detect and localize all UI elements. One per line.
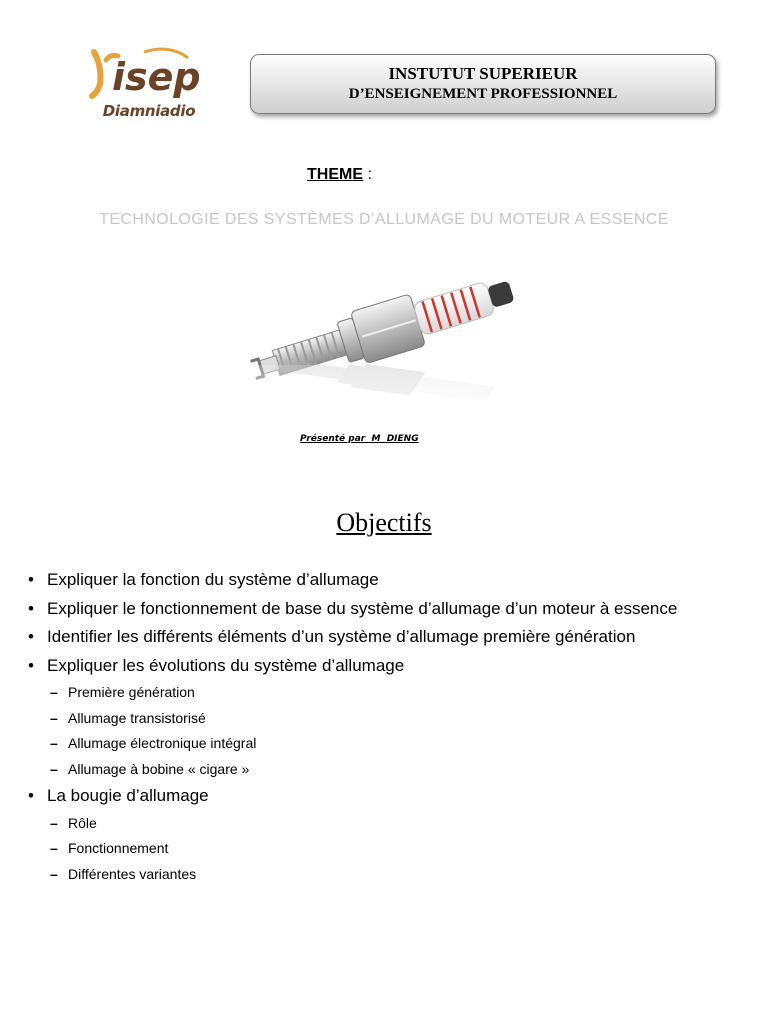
logo-subtitle: Diamniadio: [102, 102, 196, 120]
objective-subitem: – Différentes variantes: [28, 862, 763, 888]
institution-line-1: INSTUTUT SUPERIEUR: [388, 64, 578, 83]
institution-banner: [250, 54, 716, 114]
objective-subitem: – Rôle: [28, 811, 763, 837]
objective-item: • Expliquer le fonctionnement de base du système d’allumage d’un moteur à essence: [28, 595, 763, 624]
theme-title: TECHNOLOGIE DES SYSTÈMES D’ALLUMAGE DU MOTEUR A ESSENCE: [99, 211, 669, 228]
objective-item: • Identifier les différents éléments d’un système d’allumage première génération: [28, 623, 763, 652]
theme-label: THEME: [307, 166, 363, 183]
logo-text: isep: [112, 55, 201, 99]
objective-item: • Expliquer les évolutions du système d’allumage: [28, 652, 763, 681]
objective-item: • La bougie d’allumage: [28, 782, 763, 811]
objectives-title: [0, 508, 768, 538]
logo-mark-icon: [84, 46, 214, 106]
presenter-credit: Présenté par M DIENG: [300, 434, 419, 444]
isep-logo: [84, 46, 214, 126]
institution-line-2: D’ENSEIGNEMENT PROFESSIONNEL: [348, 86, 618, 102]
objective-item: • Expliquer la fonction du système d’allumage: [28, 566, 763, 595]
objectives-title-text: Objectifs: [336, 508, 432, 537]
objectives-list: [28, 566, 763, 887]
objective-subitem: – Première génération: [28, 680, 763, 706]
theme-colon: :: [367, 166, 372, 183]
objective-subitem: – Allumage transistorisé: [28, 706, 763, 732]
theme-heading: [307, 166, 372, 184]
objective-subitem: – Fonctionnement: [28, 836, 763, 862]
objective-subitem: – Allumage à bobine « cigare »: [28, 757, 763, 783]
spark-plug-image: [240, 255, 540, 430]
objective-subitem: – Allumage électronique intégral: [28, 731, 763, 757]
